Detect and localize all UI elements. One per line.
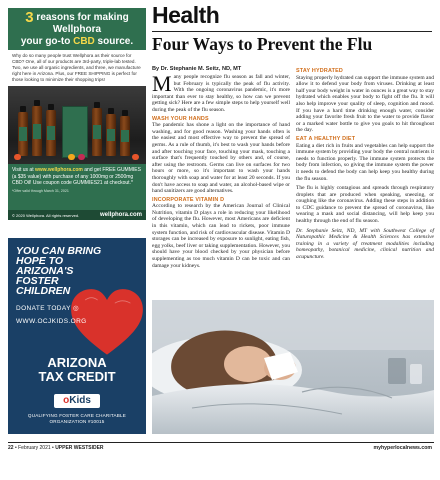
author-bio: Dr. Stephanie Seitz, ND, MT with Southwest College of Naturopathic Medicine & Health Sciences has extensive training in a variety of treatment modalities including homeopathy, botanical medicine, clinical nutrition and acupuncture.: [296, 227, 434, 261]
paragraph-healthy-diet: Eating a diet rich in fruits and vegetables can help support the immune system by providing your body the central nutrients it needs to function properly. The immune system protects the body from infection, so giving the immune system the power it needs to defend the body can help keep you healthy during the flu season.: [296, 142, 434, 182]
subhead-vitamin-d: INCORPORATE VITAMIN D: [152, 196, 225, 203]
paragraph-conclusion: The flu is highly contagious and spreads through respiratory droplets that are produced when speaking, sneezing, or coughing like the coronavirus. Adding these steps in addition to CDC guidance to prevent the spread of coronavirus, like wearing a mask and social distancing, will help keep you healthy through the end of flu season.: [296, 185, 434, 225]
subhead-healthy-diet: EAT A HEALTHY DIET: [296, 135, 356, 142]
paragraph-stay-hydrated: Staying properly hydrated can support the immune system and allow it to defend your body from viruses. Drinking at least half your body weight in water in ounces is a great way to stay hydrated which enables your body to fight off the flu. It will also help improve your quality of sleep, cognition and mood. If you have a hard time drinking enough water, consider adding your favorite fresh fruit to the water to provide flavor or a marked water bottle to give you goals to hit throughout the day.: [296, 74, 434, 134]
section-heading: Health: [152, 2, 220, 28]
article-title: Four Ways to Prevent the Flu: [152, 34, 373, 54]
page-number: 22: [8, 445, 14, 451]
cbd-ad-offer-note: *Offer valid through March 31, 2021: [12, 188, 69, 193]
foster-ad-qualifying: [8, 413, 146, 425]
cbd-ad-website[interactable]: wellphora.com: [99, 212, 142, 218]
cbd-ad-number: 3: [25, 9, 34, 26]
cbd-ad-offer-text: and get FREE GUMMIES (a $35 value) with purchase of any 1000mg or 2500mg CBD Oil! Use coupon code GUMMIES21 at checkout.*: [12, 167, 141, 186]
cbd-ad-body: Why do so many people trust Wellphora as their source for CBD? One, all of our products are 3rd-party, triple-lab tested. Two, we use all organic ingredients, and three, we manufacture right here in Arizona. Plus, our FREE SHIPPING is perfect for those looking to minimize their shopping trips!: [8, 50, 146, 86]
subhead-stay-hydrated: STAY HYDRATED: [296, 68, 344, 74]
cbd-ad-visit-pre: Visit us at: [12, 167, 35, 173]
cbd-ad-headline-line1: reasons for making Wellphora: [36, 12, 129, 35]
qualify-line1: QUALIFYING FOSTER CARE CHARITABLE: [27, 413, 127, 418]
cbd-advertisement[interactable]: [8, 8, 146, 220]
article-byline: By Dr. Stephanie M. Seitz, ND, MT: [152, 66, 242, 72]
page-footer-left: [8, 445, 104, 451]
subhead-wash-hands: WASH YOUR HANDS: [152, 115, 209, 122]
ocjkids-logo-o: o: [63, 395, 70, 406]
sick-woman-photo: [152, 300, 434, 434]
footer-separator: •: [14, 445, 17, 451]
footer-divider: [8, 442, 434, 443]
paragraph-wash-hands: The pandemic has shone a light on the importance of hand washing, and for good reason. Washing your hands often is the easiest and most effective way to prevent the spread of germs. As a rule of thumb, it's best to wash your hands before and after touching your face, touching your mask, touching a surface that's frequently touched by others and, of course, after using the restroom. Germs can live on surfaces for two hours or more, so it's important to wash your hands thoroughly with soap and water for at least 20 seconds. If you don't have access to soap and water, an alcohol-based wipe or hand sanitizers are good alternatives.: [152, 122, 290, 195]
article-column-left: [152, 71, 290, 269]
issue-date: February 2021: [18, 445, 51, 451]
tax-credit-line2: TAX CREDIT: [38, 369, 116, 384]
footer-separator: •: [52, 445, 54, 451]
article-column-right: [296, 66, 434, 261]
cbd-ad-footer: [8, 210, 146, 220]
cbd-ad-site-link[interactable]: www.wellphora.com: [34, 167, 83, 173]
heart-icon: [68, 286, 146, 364]
article-intro: [152, 71, 290, 114]
article-intro-text: any people recognize flu season as fall and winter, but February is typically the peak of flu activity. With the ongoing coronavirus pandemic, it's more important than ever to stay healthy, so how can we prevent getting sick? Here are a few simple steps to help yourself well during the peak of the flu season.: [152, 74, 290, 113]
drop-cap: M: [152, 71, 172, 96]
donate-link[interactable]: DONATE TODAY ◎: [16, 305, 80, 312]
section-divider: [152, 31, 432, 32]
cbd-ad-headline-end: source.: [94, 36, 134, 47]
cbd-product-photo: [8, 86, 146, 164]
ocjkids-logo: [54, 394, 100, 408]
cbd-ad-headline: [8, 8, 146, 50]
cbd-ad-offer: [8, 164, 146, 197]
cbd-ad-cbd-word: CBD: [73, 36, 95, 47]
qualify-line2: ORGANIZATION #10015: [49, 419, 105, 424]
cbd-ad-copyright: © 2020 Wellphora. All rights reserved.: [12, 212, 80, 218]
publication-name: UPPER WESTSIDER: [55, 445, 104, 451]
paragraph-vitamin-d: According to research by the American Journal of Clinical Nutrition, vitamin D plays a role in reducing your likelihood of developing the flu. However, most Americans are deficient in this vitamin, which can lead to rickets, poor immune system function, and risk of cardiovascular disease. Vitamin D storages can be increased by exposure to sunlight, eating fish, egg yolks, beef liver or taking supplementation. However, you should have your blood checked by your physician before supplementing as too much vitamin D can be toxic and can damage your kidneys.: [152, 203, 290, 269]
tax-credit-line1: ARIZONA: [47, 355, 107, 370]
cbd-ad-headline-line2: your go-to: [20, 36, 74, 47]
ocjkids-logo-text: Kids: [69, 395, 91, 406]
foster-ad-url[interactable]: WWW.OCJKIDS.ORG: [16, 318, 87, 325]
foster-ad-headline: YOU CAN BRING HOPE TO ARIZONA'S FOSTER CHILDREN: [16, 245, 102, 297]
foster-care-advertisement[interactable]: [8, 238, 146, 434]
sick-woman-illustration: [152, 300, 434, 434]
footer-website[interactable]: myhyperlocalnews.com: [373, 445, 432, 451]
